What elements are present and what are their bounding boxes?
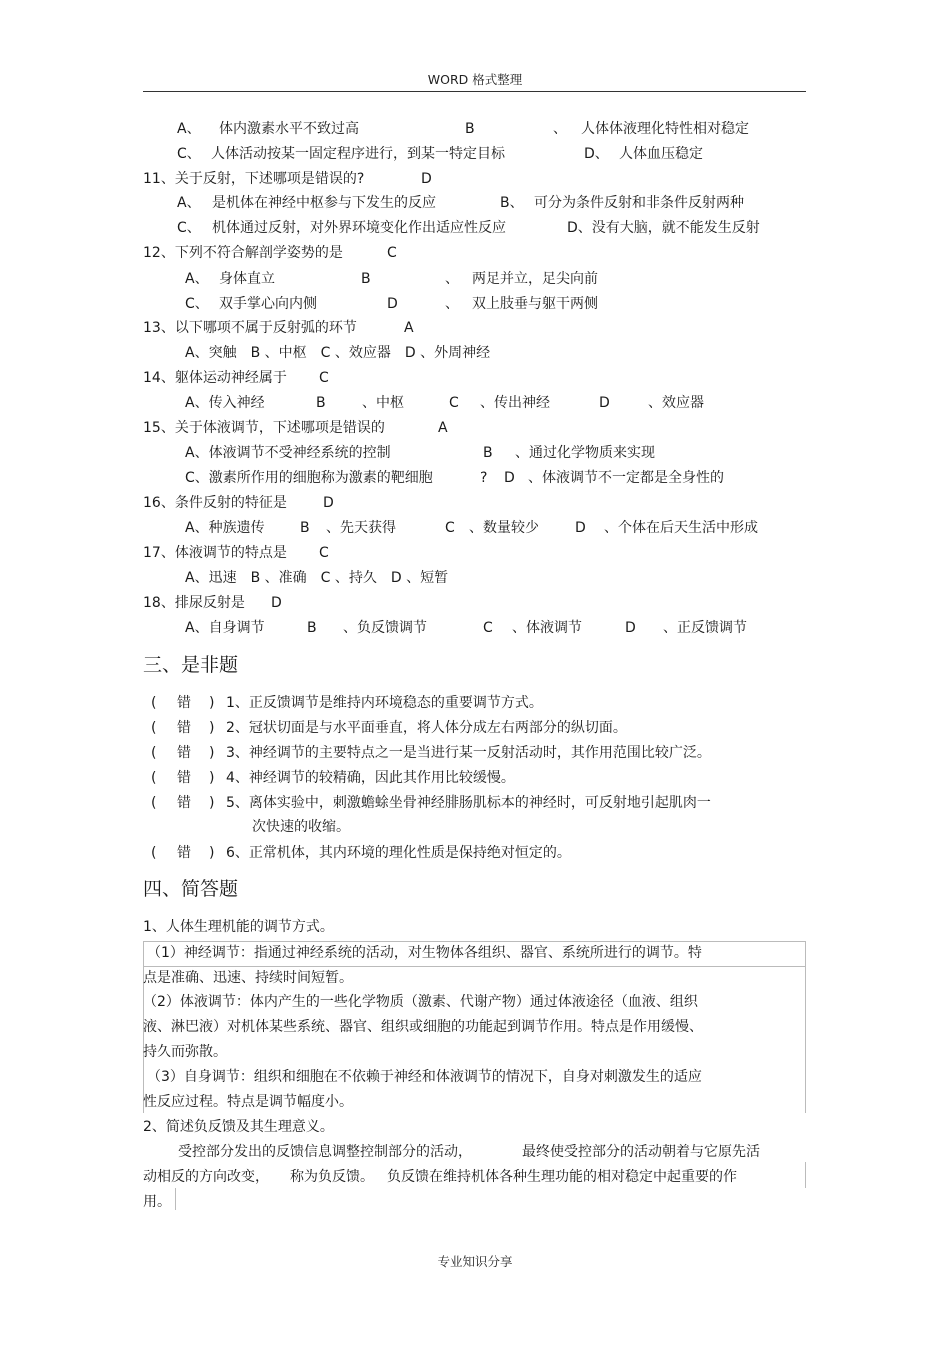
option-d: D、没有大脑，就不能发生反射 [567,220,760,236]
answer-line: 最终使受控部分的活动朝着与它原先活 [522,1144,760,1160]
option-c: C、激素所作用的细胞称为激素的靶细胞 [185,470,433,486]
option-b-text: 、中枢 [362,395,404,411]
answer: D [271,595,282,611]
frame-left-rule [175,1188,176,1210]
question-stem: 15、关于体液调节，下述哪项是错误的 [143,420,385,436]
answer-line: 受控部分发出的反馈信息调整控制部分的活动， [178,1144,472,1160]
statement: 3、神经调节的主要特点之一是当进行某一反射活动时，其作用范围比较广泛。 [226,745,711,761]
verdict: 错 [177,845,191,861]
answer: C [387,245,397,261]
option-d-text: 双上肢垂与躯干两侧 [472,296,598,312]
option-a-text: 体内激素水平不致过高 [219,121,359,137]
page-footer: 专业知识分享 [437,1254,513,1269]
option-d-text: 、个体在后天生活中形成 [604,520,758,536]
option-a: A、传入神经 [185,395,265,411]
answer-line: （1）神经调节：指通过神经系统的活动，对生物体各组织、器官、系统所进行的调节。特 [147,945,702,961]
paren-open: ( [151,695,157,711]
option-b-text: 可分为条件反射和非条件反射两种 [534,195,744,211]
answer-line: 液、淋巴液）对机体某些系统、器官、组织或细胞的功能起到调节作用。特点是作用缓慢、 [143,1019,703,1035]
option-a-letter: A、 [177,121,201,137]
paren-open: ( [151,845,157,861]
question-stem: 13、以下哪项不属于反射弧的环节 [143,320,357,336]
option-c-text: 人体活动按某一固定程序进行，到某一特定目标 [211,146,505,162]
paren-open: ( [151,745,157,761]
option-d-text: 、效应器 [648,395,704,411]
option-b-text: 、通过化学物质来实现 [515,445,655,461]
answer-line: 动相反的方向改变， [143,1169,269,1185]
option-d-text: 、正反馈调节 [663,620,747,636]
option-a-text: 身体直立 [219,271,275,287]
answer-line: 性反应过程。特点是调节幅度小。 [143,1094,353,1110]
paren-open: ( [151,720,157,736]
option-b-sep: 、 [553,121,567,137]
option-c-letter: C [483,620,493,636]
question-stem: 11、关于反射，下述哪项是错误的? [143,171,365,187]
option-c-text: 机体通过反射，对外界环境变化作出适应性反应 [212,220,506,236]
option-c-letter: C、 [177,220,201,236]
question-stem: 17、体液调节的特点是 [143,545,287,561]
frame-mid-rule [143,966,806,967]
statement: 5、离体实验中，刺激蟾蜍坐骨神经腓肠肌标本的神经时，可反射地引起肌肉一 [226,795,711,811]
verdict: 错 [177,695,191,711]
statement: 4、神经调节的较精确，因此其作用比较缓慢。 [226,770,515,786]
answer: C [319,370,329,386]
option-c-letter: C、 [185,296,209,312]
option-row: A、迅速 B 、准确 C 、持久 D 、短暂 [185,570,449,586]
statement-continuation: 次快速的收缩。 [252,819,350,835]
option-c-text: 、体液调节 [512,620,582,636]
option-d-letter: D [625,620,636,636]
question-stem: 1、人体生理机能的调节方式。 [143,919,334,935]
option-b-letter: B [316,395,326,411]
option-c-text: 双手掌心向内侧 [219,296,317,312]
answer-line: 点是准确、迅速、持续时间短暂。 [143,970,353,986]
answer: D [323,495,334,511]
answer-line: 称为负反馈。 [290,1169,374,1185]
option-b-letter: B [483,445,493,461]
question-mark: ? [480,470,488,486]
answer: C [319,545,329,561]
answer: D [421,171,432,187]
statement: 6、正常机体，其内环境的理化性质是保持绝对恒定的。 [226,845,571,861]
paren-open: ( [151,795,157,811]
verdict: 错 [177,745,191,761]
option-c-letter: C [449,395,459,411]
paren-close: ) [209,845,215,861]
question-stem: 14、躯体运动神经属于 [143,370,287,386]
option-b-text: 、负反馈调节 [343,620,427,636]
option-d-letter: D、 [584,146,609,162]
option-d-letter: D [575,520,586,536]
option-b-letter: B、 [500,195,524,211]
option-b-letter: B [465,121,475,137]
option-a: A、自身调节 [185,620,265,636]
option-c-text: 、传出神经 [480,395,550,411]
option-b-sep: 、 [445,271,459,287]
option-a-text: 是机体在神经中枢参与下发生的反应 [212,195,436,211]
verdict: 错 [177,720,191,736]
page-header: WORD 格式整理 [427,72,523,87]
verdict: 错 [177,770,191,786]
verdict: 错 [177,795,191,811]
paren-close: ) [209,795,215,811]
question-stem: 16、条件反射的特征是 [143,495,287,511]
frame-right-rule [805,941,806,1113]
option-b-text: 人体体液理化特性相对稳定 [581,121,749,137]
answer-line: （3）自身调节：组织和细胞在不依赖于神经和体液调节的情况下，自身对刺激发生的适应 [147,1069,702,1085]
option-d-text: 人体血压稳定 [619,146,703,162]
section-title: 三、是非题 [143,654,239,676]
question-stem: 12、下列不符合解剖学姿势的是 [143,245,343,261]
option-c-text: 、数量较少 [469,520,539,536]
option-d-letter: D [504,470,515,486]
frame-right-rule [805,1162,806,1188]
option-d-letter: D [599,395,610,411]
option-b-letter: B [300,520,310,536]
paren-open: ( [151,770,157,786]
answer-line: 持久而弥散。 [143,1044,227,1060]
option-c-letter: C、 [177,146,201,162]
answer: A [438,420,448,436]
option-b-letter: B [307,620,317,636]
frame-top-rule [143,941,806,942]
paren-close: ) [209,745,215,761]
option-b-text: 、先天获得 [326,520,396,536]
paren-close: ) [209,695,215,711]
option-c-letter: C [445,520,455,536]
answer: A [404,320,414,336]
answer-line: 负反馈在维持机体各种生理功能的相对稳定中起重要的作 [387,1169,737,1185]
section-title: 四、简答题 [143,878,239,900]
option-b-letter: B [361,271,371,287]
option-b-text: 两足并立，足尖向前 [472,271,598,287]
statement: 2、冠状切面是与水平面垂直，将人体分成左右两部分的纵切面。 [226,720,627,736]
paren-close: ) [209,770,215,786]
answer-line: 用。 [143,1194,171,1210]
paren-close: ) [209,720,215,736]
option-row: A、突触 B 、中枢 C 、效应器 D 、外周神经 [185,345,491,361]
option-a: A、种族遗传 [185,520,265,536]
option-d-text: 、体液调节不一定都是全身性的 [528,470,724,486]
question-stem: 18、排尿反射是 [143,595,245,611]
question-stem: 2、简述负反馈及其生理意义。 [143,1119,334,1135]
option-d-letter: D [387,296,398,312]
option-a-letter: A、 [185,271,209,287]
header-rule [143,91,806,92]
option-d-sep: 、 [445,296,459,312]
answer-line: （2）体液调节：体内产生的一些化学物质（激素、代谢产物）通过体液途径（血液、组织 [143,994,698,1010]
option-a-letter: A、 [177,195,201,211]
statement: 1、正反馈调节是维持内环境稳态的重要调节方式。 [226,695,543,711]
option-a: A、体液调节不受神经系统的控制 [185,445,391,461]
